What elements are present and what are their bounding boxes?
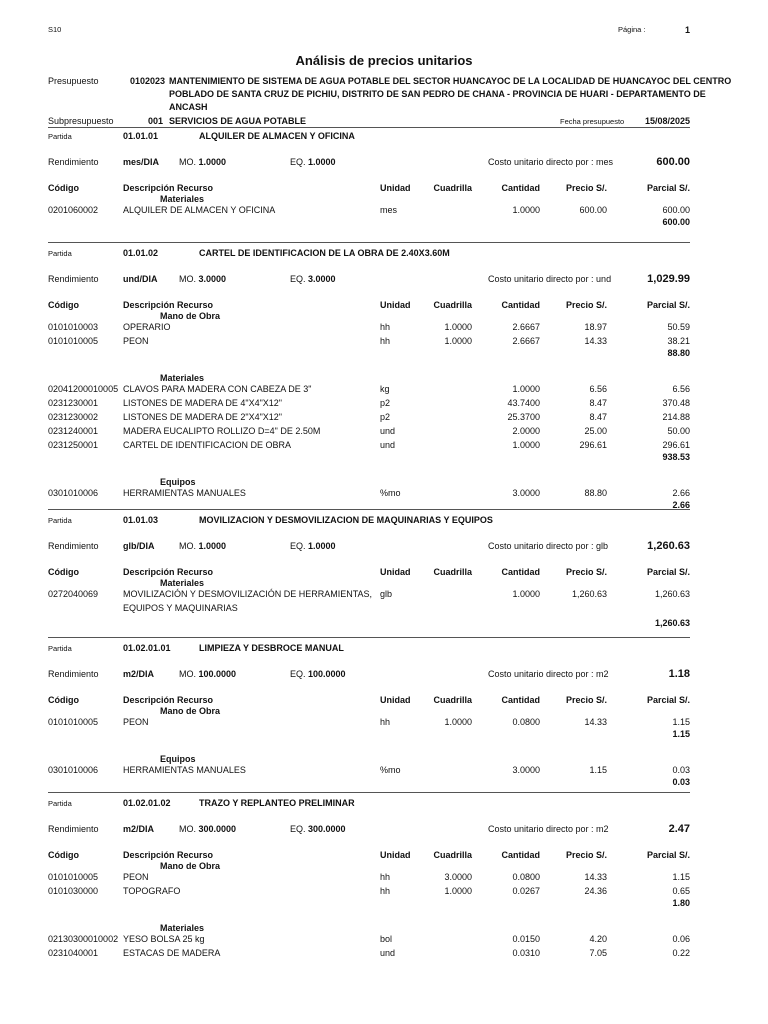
- resource-code: 0301010006: [48, 488, 99, 498]
- partida-label: Partida: [48, 516, 72, 525]
- col-header-descripcion: Descripción Recurso: [123, 850, 214, 860]
- mo-value: MO. 1.0000: [179, 157, 227, 167]
- col-header-cantidad: Cantidad: [501, 567, 540, 577]
- eq-value: EQ. 3.0000: [290, 274, 336, 284]
- partida-code: 01.01.02: [123, 248, 159, 258]
- resource-price: 25.00: [584, 426, 607, 436]
- resource-partial: 0.65: [672, 886, 690, 896]
- partida-label: Partida: [48, 249, 72, 258]
- resource-quantity: 1.0000: [512, 205, 540, 215]
- col-header-precio: Precio S/.: [565, 695, 607, 705]
- resource-unit: p2: [380, 398, 391, 408]
- resource-description-cont: EQUIPOS Y MAQUINARIAS: [123, 603, 238, 613]
- resource-unit: und: [380, 426, 396, 436]
- costo-unitario-label: Costo unitario directo por : m2: [488, 669, 609, 679]
- col-header-descripcion: Descripción Recurso: [123, 567, 214, 577]
- mo-value: MO. 1.0000: [179, 541, 227, 551]
- resource-partial: 1.15: [672, 872, 690, 882]
- col-header-cantidad: Cantidad: [501, 850, 540, 860]
- page-number: 1: [684, 25, 690, 35]
- resource-unit: bol: [380, 934, 393, 944]
- group-title: Materiales: [160, 373, 205, 383]
- group-subtotal: 1.15: [672, 729, 690, 739]
- group-subtotal: 0.03: [672, 777, 690, 787]
- group-title: Materiales: [160, 194, 205, 204]
- costo-unitario-value: 1,029.99: [647, 273, 690, 285]
- col-header-parcial: Parcial S/.: [646, 300, 690, 310]
- group-subtotal: 1,260.63: [654, 618, 690, 628]
- resource-partial: 214.88: [662, 412, 690, 422]
- group-title: Mano de Obra: [160, 311, 221, 321]
- resource-unit: hh: [380, 872, 391, 882]
- costo-unitario-value: 2.47: [668, 823, 690, 835]
- resource-partial: 38.21: [667, 336, 690, 346]
- page-title: Análisis de precios unitarios: [295, 53, 473, 68]
- presupuesto-desc-line-3: ANCASH: [169, 102, 208, 112]
- resource-price: 296.61: [579, 440, 607, 450]
- group-title: Equipos: [160, 754, 196, 764]
- mo-value: MO. 300.0000: [179, 824, 237, 834]
- col-header-unidad: Unidad: [380, 183, 411, 193]
- resource-description: ALQUILER DE ALMACEN Y OFICINA: [123, 205, 276, 215]
- resource-quantity: 0.0800: [512, 872, 540, 882]
- eq-value: EQ. 300.0000: [290, 824, 346, 834]
- partida-name: TRAZO Y REPLANTEO PRELIMINAR: [199, 798, 355, 808]
- resource-partial: 6.56: [672, 384, 690, 394]
- col-header-parcial: Parcial S/.: [646, 183, 690, 193]
- resource-code: 0231230002: [48, 412, 99, 422]
- col-header-codigo: Código: [48, 567, 79, 577]
- resource-description: ESTACAS DE MADERA: [123, 948, 221, 958]
- col-header-codigo: Código: [48, 695, 79, 705]
- fecha-presupuesto-label: Fecha presupuesto: [560, 117, 625, 126]
- partida-name: ALQUILER DE ALMACEN Y OFICINA: [199, 131, 355, 141]
- subpresupuesto-desc: SERVICIOS DE AGUA POTABLE: [169, 116, 307, 126]
- resource-price: 4.20: [589, 934, 607, 944]
- resource-unit: und: [380, 440, 396, 450]
- group-title: Mano de Obra: [160, 861, 221, 871]
- rendimiento-unit: glb/DIA: [123, 541, 155, 551]
- resource-price: 1.15: [589, 765, 607, 775]
- resource-unit: kg: [380, 384, 390, 394]
- group-title: Mano de Obra: [160, 706, 221, 716]
- resource-code: 0201060002: [48, 205, 99, 215]
- group-subtotal: 2.66: [672, 500, 690, 510]
- resource-code: 0101010003: [48, 322, 99, 332]
- col-header-codigo: Código: [48, 850, 79, 860]
- resource-quantity: 43.7400: [507, 398, 540, 408]
- resource-description: HERRAMIENTAS MANUALES: [123, 765, 246, 775]
- col-header-parcial: Parcial S/.: [646, 695, 690, 705]
- resource-description: CLAVOS PARA MADERA CON CABEZA DE 3": [123, 384, 312, 394]
- col-header-cantidad: Cantidad: [501, 300, 540, 310]
- resource-price: 88.80: [584, 488, 607, 498]
- partida-code: 01.02.01.01: [123, 643, 171, 653]
- col-header-precio: Precio S/.: [565, 567, 607, 577]
- resource-price: 1,260.63: [571, 589, 607, 599]
- resource-price: 14.33: [584, 336, 607, 346]
- col-header-cuadrilla: Cuadrilla: [433, 695, 472, 705]
- resource-code: 02041200010005: [48, 384, 119, 394]
- resource-partial: 50.00: [667, 426, 690, 436]
- col-header-descripcion: Descripción Recurso: [123, 183, 214, 193]
- col-header-cuadrilla: Cuadrilla: [433, 300, 472, 310]
- col-header-codigo: Código: [48, 300, 79, 310]
- col-header-descripcion: Descripción Recurso: [123, 695, 214, 705]
- resource-quantity: 2.6667: [512, 336, 540, 346]
- resource-code: 0272040069: [48, 589, 99, 599]
- resource-quantity: 0.0310: [512, 948, 540, 958]
- resource-quantity: 2.0000: [512, 426, 540, 436]
- resource-cuadrilla: 1.0000: [444, 886, 472, 896]
- col-header-parcial: Parcial S/.: [646, 567, 690, 577]
- group-subtotal: 938.53: [662, 452, 690, 462]
- header-divider: [48, 127, 690, 128]
- resource-unit: glb: [380, 589, 393, 599]
- partida-label: Partida: [48, 132, 72, 141]
- rendimiento-unit: mes/DIA: [123, 157, 160, 167]
- resource-description: HERRAMIENTAS MANUALES: [123, 488, 246, 498]
- resource-price: 600.00: [579, 205, 607, 215]
- resource-unit: hh: [380, 886, 391, 896]
- col-header-codigo: Código: [48, 183, 79, 193]
- resource-partial: 296.61: [662, 440, 690, 450]
- group-title: Materiales: [160, 578, 205, 588]
- costo-unitario-label: Costo unitario directo por : und: [488, 274, 612, 284]
- col-header-descripcion: Descripción Recurso: [123, 300, 214, 310]
- resource-description: MOVILIZACIÓN Y DESMOVILIZACIÓN DE HERRAMIENTAS,: [123, 589, 373, 599]
- resource-price: 14.33: [584, 872, 607, 882]
- eq-value: EQ. 100.0000: [290, 669, 346, 679]
- resource-unit: hh: [380, 336, 391, 346]
- resource-code: 0101010005: [48, 717, 99, 727]
- mo-value: MO. 3.0000: [179, 274, 227, 284]
- rendimiento-unit: m2/DIA: [123, 824, 155, 834]
- resource-code: 0231240001: [48, 426, 99, 436]
- eq-value: EQ. 1.0000: [290, 541, 336, 551]
- resource-price: 14.33: [584, 717, 607, 727]
- presupuesto-desc-line-1: MANTENIMIENTO DE SISTEMA DE AGUA POTABLE DEL SECTOR HUANCAYOC DE LA LOCALIDAD DE HUANCAYOC DEL CENTRO: [169, 76, 732, 86]
- resource-unit: p2: [380, 412, 391, 422]
- resource-partial: 2.66: [672, 488, 690, 498]
- costo-unitario-value: 1.18: [668, 668, 690, 680]
- system-label: S10: [48, 25, 62, 34]
- resource-description: PEON: [123, 336, 149, 346]
- resource-description: TOPOGRAFO: [123, 886, 181, 896]
- rendimiento-unit: m2/DIA: [123, 669, 155, 679]
- resource-description: OPERARIO: [123, 322, 171, 332]
- rendimiento-label: Rendimiento: [48, 541, 99, 551]
- resource-quantity: 0.0800: [512, 717, 540, 727]
- col-header-precio: Precio S/.: [565, 850, 607, 860]
- resource-description: LISTONES DE MADERA DE 4"X4"X12": [123, 398, 282, 408]
- resource-code: 0231230001: [48, 398, 99, 408]
- rendimiento-label: Rendimiento: [48, 274, 99, 284]
- resource-code: 02130300010002: [48, 934, 119, 944]
- partida-name: MOVILIZACION Y DESMOVILIZACION DE MAQUINARIAS Y EQUIPOS: [199, 515, 493, 525]
- col-header-unidad: Unidad: [380, 850, 411, 860]
- resource-description: YESO BOLSA 25 kg: [123, 934, 205, 944]
- resource-quantity: 1.0000: [512, 440, 540, 450]
- resource-code: 0101010005: [48, 872, 99, 882]
- partida-label: Partida: [48, 799, 72, 808]
- group-subtotal: 1.80: [672, 898, 690, 908]
- presupuesto-label: Presupuesto: [48, 76, 99, 86]
- col-header-precio: Precio S/.: [565, 300, 607, 310]
- resource-price: 6.56: [589, 384, 607, 394]
- resource-code: 0101030000: [48, 886, 99, 896]
- col-header-parcial: Parcial S/.: [646, 850, 690, 860]
- resource-quantity: 0.0267: [512, 886, 540, 896]
- partida-divider: [48, 637, 690, 638]
- resource-partial: 0.03: [672, 765, 690, 775]
- resource-quantity: 3.0000: [512, 765, 540, 775]
- resource-description: PEON: [123, 717, 149, 727]
- resource-unit: mes: [380, 205, 398, 215]
- resource-cuadrilla: 1.0000: [444, 322, 472, 332]
- subpresupuesto-code: 001: [148, 116, 164, 126]
- resource-cuadrilla: 1.0000: [444, 717, 472, 727]
- resource-partial: 370.48: [662, 398, 690, 408]
- resource-unit: hh: [380, 322, 391, 332]
- resource-quantity: 0.0150: [512, 934, 540, 944]
- partida-code: 01.01.03: [123, 515, 159, 525]
- subpresupuesto-label: Subpresupuesto: [48, 116, 114, 126]
- resource-unit: und: [380, 948, 396, 958]
- group-title: Materiales: [160, 923, 205, 933]
- costo-unitario-value: 600.00: [656, 156, 690, 168]
- resource-partial: 0.06: [672, 934, 690, 944]
- resource-cuadrilla: 3.0000: [444, 872, 472, 882]
- col-header-cuadrilla: Cuadrilla: [433, 567, 472, 577]
- partida-code: 01.02.01.02: [123, 798, 171, 808]
- mo-value: MO. 100.0000: [179, 669, 237, 679]
- eq-value: EQ. 1.0000: [290, 157, 336, 167]
- costo-unitario-value: 1,260.63: [647, 540, 690, 552]
- rendimiento-label: Rendimiento: [48, 669, 99, 679]
- rendimiento-unit: und/DIA: [123, 274, 158, 284]
- resource-cuadrilla: 1.0000: [444, 336, 472, 346]
- resource-code: 0231040001: [48, 948, 99, 958]
- rendimiento-label: Rendimiento: [48, 824, 99, 834]
- resource-partial: 600.00: [662, 205, 690, 215]
- resource-price: 24.36: [584, 886, 607, 896]
- partida-divider: [48, 792, 690, 793]
- resource-code: 0301010006: [48, 765, 99, 775]
- presupuesto-code: 0102023: [130, 76, 166, 86]
- rendimiento-label: Rendimiento: [48, 157, 99, 167]
- group-subtotal: 88.80: [667, 348, 690, 358]
- resource-quantity: 25.3700: [507, 412, 540, 422]
- resource-unit: %mo: [380, 765, 401, 775]
- col-header-unidad: Unidad: [380, 300, 411, 310]
- col-header-cuadrilla: Cuadrilla: [433, 183, 472, 193]
- col-header-precio: Precio S/.: [565, 183, 607, 193]
- fecha-presupuesto-value: 15/08/2025: [644, 116, 690, 126]
- resource-quantity: 2.6667: [512, 322, 540, 332]
- page-label: Página :: [618, 25, 646, 34]
- partida-label: Partida: [48, 644, 72, 653]
- col-header-cantidad: Cantidad: [501, 695, 540, 705]
- resource-description: PEON: [123, 872, 149, 882]
- group-title: Equipos: [160, 477, 196, 487]
- col-header-cuadrilla: Cuadrilla: [433, 850, 472, 860]
- resource-code: 0101010005: [48, 336, 99, 346]
- resource-description: LISTONES DE MADERA DE 2"X4"X12": [123, 412, 282, 422]
- costo-unitario-label: Costo unitario directo por : mes: [488, 157, 614, 167]
- costo-unitario-label: Costo unitario directo por : m2: [488, 824, 609, 834]
- resource-price: 18.97: [584, 322, 607, 332]
- resource-quantity: 1.0000: [512, 589, 540, 599]
- resource-partial: 0.22: [672, 948, 690, 958]
- resource-price: 8.47: [589, 398, 607, 408]
- costo-unitario-label: Costo unitario directo por : glb: [488, 541, 609, 551]
- resource-quantity: 3.0000: [512, 488, 540, 498]
- resource-code: 0231250001: [48, 440, 99, 450]
- resource-partial: 1.15: [672, 717, 690, 727]
- resource-description: CARTEL DE IDENTIFICACION DE OBRA: [123, 440, 292, 450]
- resource-unit: hh: [380, 717, 391, 727]
- resource-price: 8.47: [589, 412, 607, 422]
- col-header-unidad: Unidad: [380, 567, 411, 577]
- partida-name: LIMPIEZA Y DESBROCE MANUAL: [199, 643, 344, 653]
- resource-partial: 50.59: [667, 322, 690, 332]
- resource-partial: 1,260.63: [654, 589, 690, 599]
- col-header-unidad: Unidad: [380, 695, 411, 705]
- resource-quantity: 1.0000: [512, 384, 540, 394]
- col-header-cantidad: Cantidad: [501, 183, 540, 193]
- presupuesto-desc-line-2: POBLADO DE SANTA CRUZ DE PICHIU, DISTRITO DE SAN PEDRO DE CHANA - PROVINCIA DE HUARI - DEPARTAMENTO DE: [169, 89, 706, 99]
- resource-unit: %mo: [380, 488, 401, 498]
- partida-name: CARTEL DE IDENTIFICACION DE LA OBRA DE 2.40X3.60M: [199, 248, 450, 258]
- resource-description: MADERA EUCALIPTO ROLLIZO D=4" DE 2.50M: [123, 426, 321, 436]
- group-subtotal: 600.00: [662, 217, 690, 227]
- resource-price: 7.05: [589, 948, 607, 958]
- partida-divider: [48, 509, 690, 510]
- partida-code: 01.01.01: [123, 131, 159, 141]
- partida-divider: [48, 242, 690, 243]
